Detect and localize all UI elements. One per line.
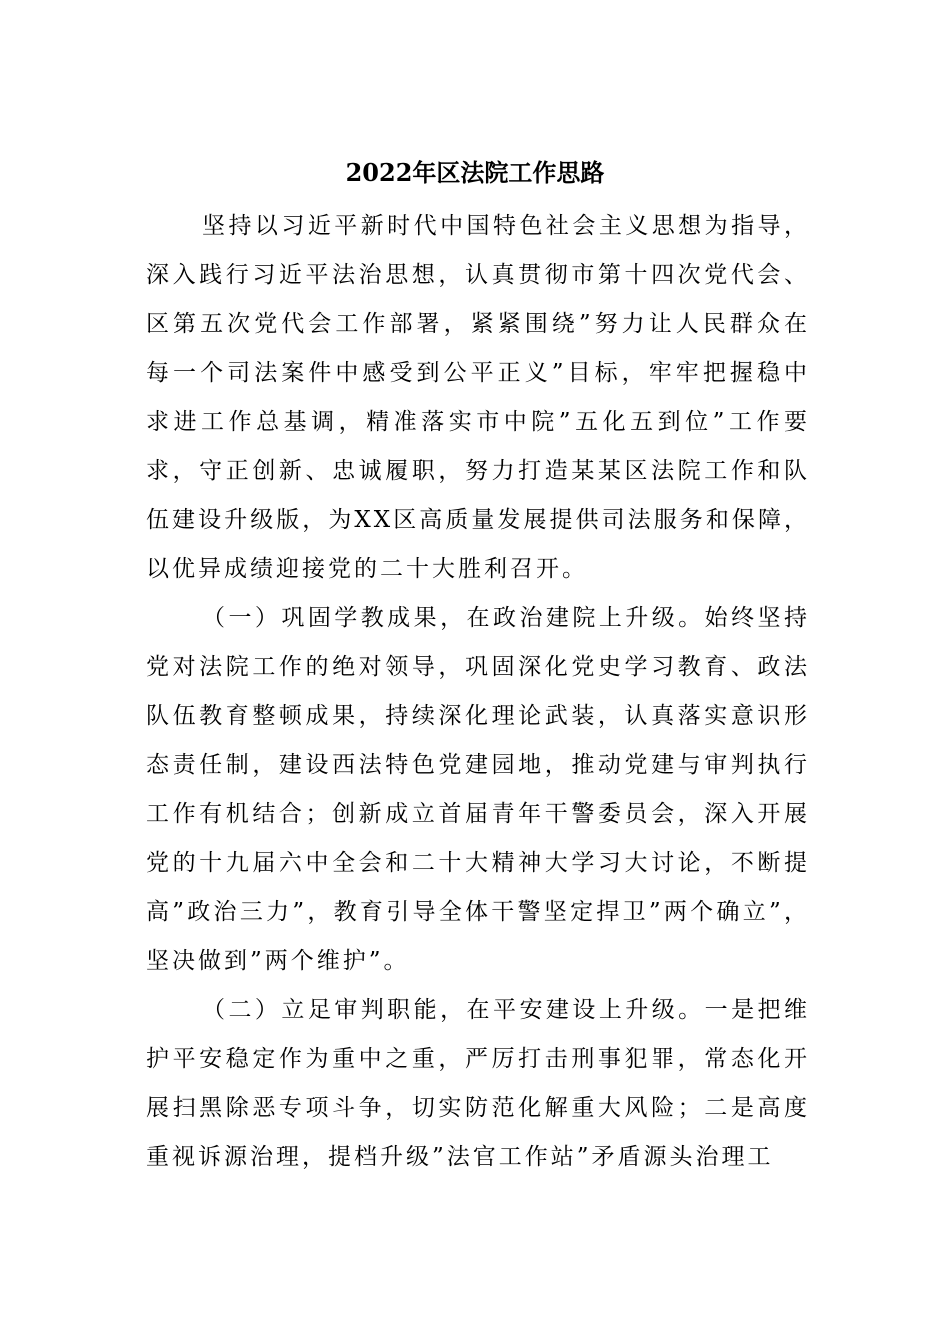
paragraph-text: 始终坚持党对法院工作的绝对领导，巩固深化党史学习教育、政法队伍教育整顿成果，持续深化理论武装，认真落实意识形态责任制，建设西法特色党建园地，推动党建与审判执行工作有机结合；创新成立首届青年干警委员会，深入开展党的十九届六中全会和二十大精神大学习大讨论，不断提高”政治三力”，教育引导全体干警坚定捍卫”两个确立”，坚决做到”两个维护”。	[146, 605, 811, 974]
paragraph-text: 一是把维护平安稳定作为重中之重，严厉打击刑事犯罪，常态化开展扫黑除恶专项斗争，切实防范化解重大风险；二是高度重视诉源治理，提档升级”法官工作站”矛盾源头治理工	[146, 997, 811, 1170]
paragraph-section-1	[146, 594, 810, 986]
document-title: 2022年区法院工作思路	[345, 158, 605, 187]
paragraph-intro	[146, 202, 810, 594]
paragraph-text: 坚持以习近平新时代中国特色社会主义思想为指导，深入践行习近平法治思想，认真贯彻市第十四次党代会、区第五次党代会工作部署，紧紧围绕”努力让人民群众在每一个司法案件中感受到公平正义”目标，牢牢把握稳中求进工作总基调，精准落实市中院”五化五到位”工作要求，守正创新、忠诚履职，努力打造某某区法院工作和队伍建设升级版，为XX区高质量发展提供司法服务和保障，以优异成绩迎接党的二十大胜利召开。	[146, 213, 810, 582]
paragraph-lead: （二）立足审判职能，在平安建设上升级。	[202, 997, 705, 1023]
paragraph-lead: （一）巩固学教成果，在政治建院上升级。	[202, 605, 705, 631]
paragraph-section-2	[146, 986, 810, 1182]
document-body	[146, 202, 810, 1182]
